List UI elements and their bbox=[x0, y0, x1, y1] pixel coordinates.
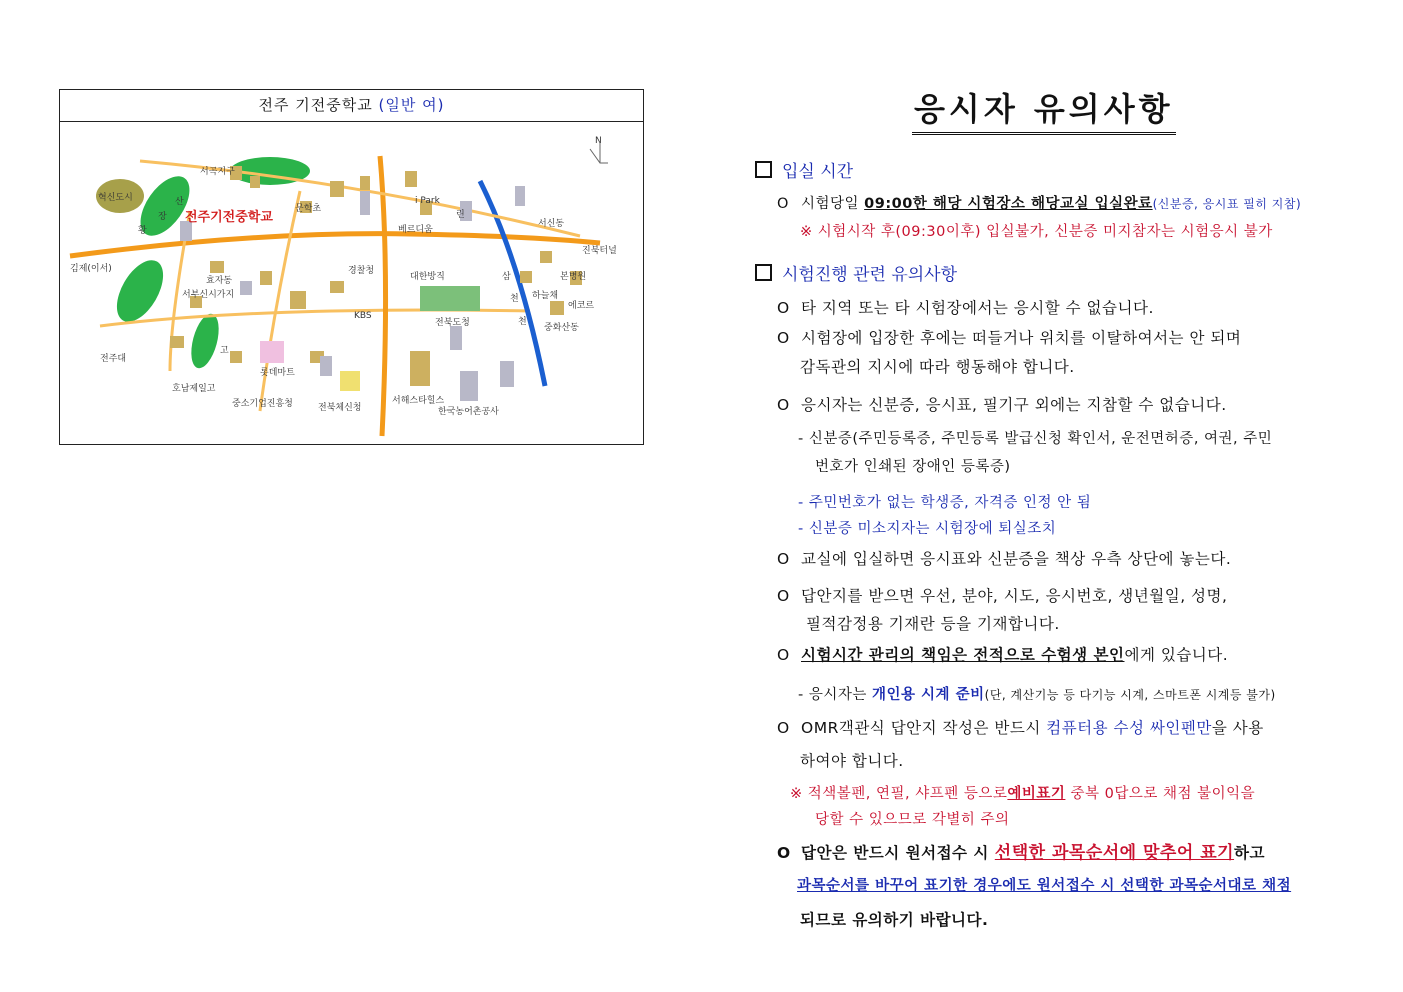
label-hyeoksin: 혁신도시 bbox=[98, 193, 133, 203]
line-6b: 번호가 인쇄된 장애인 등록증) bbox=[815, 459, 1011, 475]
line-12: - 응시자는 개인용 시계 준비(단, 계산기능 등 다기능 시계, 스마트폰 시계등 불가) bbox=[798, 687, 1276, 703]
label-green-b: 산 bbox=[175, 197, 184, 207]
label-school: 전주기전중학교 bbox=[185, 210, 273, 225]
label-ecore: 에코르 bbox=[568, 301, 595, 311]
label-seobu: 서부신시가지 bbox=[182, 290, 235, 300]
section-entry-time: 입실 시간 bbox=[755, 157, 853, 182]
label-daehan: 대한방직 bbox=[410, 272, 445, 282]
label-seosin: 서신동 bbox=[538, 219, 565, 229]
label-gyeongchal: 경찰청 bbox=[348, 266, 375, 276]
dochung-building bbox=[420, 286, 480, 311]
green-area-4 bbox=[186, 311, 224, 371]
label-river-c: 린 bbox=[456, 210, 465, 220]
line-4b: 감독관의 지시에 따라 행동해야 합니다. bbox=[800, 358, 1075, 376]
line-4: O 시험장에 입장한 후에는 떠들거나 위치를 이탈하여서는 안 되며 bbox=[777, 329, 1242, 347]
north-label: N bbox=[595, 136, 602, 146]
label-dochung: 전북도청 bbox=[435, 318, 470, 328]
map-illustration bbox=[60, 121, 643, 444]
line-8: - 신분증 미소지자는 시험장에 퇴실조치 bbox=[798, 521, 1057, 537]
label-gimje: 김제(이서) bbox=[70, 264, 112, 274]
smba-building bbox=[340, 371, 360, 391]
section-exam-progress: 시험진행 관련 유의사항 bbox=[755, 260, 957, 285]
label-honam: 호남제일고 bbox=[172, 384, 216, 394]
label-hyoja: 효자동 bbox=[206, 276, 233, 286]
label-green-a: 장 bbox=[158, 212, 167, 222]
checkbox-square-icon bbox=[755, 161, 772, 178]
line-9: O 교실에 입실하면 응시표와 신분증을 책상 우측 상단에 놓는다. bbox=[777, 550, 1232, 568]
label-bellodium: 베르디움 bbox=[398, 225, 433, 235]
line-10: O 답안지를 받으면 우선, 분야, 시도, 응시번호, 생년월일, 성명, bbox=[777, 587, 1228, 605]
label-stream-b: 천 bbox=[510, 294, 519, 304]
map-title-sub: (일반 여) bbox=[378, 96, 445, 114]
label-seohae: 서해스타힐스 bbox=[392, 396, 445, 406]
road-main bbox=[70, 234, 600, 256]
label-kbs: KBS bbox=[354, 311, 372, 321]
label-bonbyeongwon: 본병원 bbox=[560, 272, 587, 282]
map-title-main: 전주 기전중학교 bbox=[258, 96, 373, 114]
label-junghwasan: 중화산동 bbox=[544, 323, 579, 333]
line-6: - 신분증(주민등록증, 주민등록 발급신청 확인서, 운전면허증, 여권, 주민 bbox=[798, 431, 1273, 447]
line-16: 과목순서를 바꾸어 표기한 경우에도 원서접수 시 선택한 과목순서대로 채점 bbox=[797, 878, 1292, 894]
label-lotte: 롯데마트 bbox=[260, 368, 295, 378]
label-munhakcho: 문학초 bbox=[295, 204, 322, 214]
line-10b: 필적감정용 기재란 등을 기재합니다. bbox=[806, 615, 1060, 633]
green-area-3 bbox=[107, 253, 172, 330]
label-stream-c: 천 bbox=[518, 317, 527, 327]
label-seogok: 서곡지구 bbox=[200, 167, 235, 177]
label-go: 고 bbox=[220, 346, 229, 356]
label-green-c: 황 bbox=[138, 226, 147, 236]
label-stream-a: 삼 bbox=[502, 272, 511, 282]
label-chesin: 전북체신청 bbox=[318, 403, 362, 413]
label-jinbuk: 진북터널 bbox=[582, 246, 617, 256]
page-title: 응시자 유의사항 bbox=[912, 84, 1176, 135]
label-hannong: 한국농어촌공사 bbox=[438, 407, 499, 417]
map-title bbox=[60, 90, 643, 122]
line-13d: 하여야 합니다. bbox=[800, 752, 904, 770]
road-3 bbox=[380, 156, 386, 436]
north-arrow-icon bbox=[590, 143, 608, 163]
line-14: ※ 적색볼펜, 연필, 샤프펜 등으로예비표기 중복 0답으로 채점 불이익을 bbox=[790, 786, 1256, 802]
line-15: O 답안은 반드시 원서접수 시 선택한 과목순서에 맞추어 표기하고 bbox=[777, 843, 1265, 863]
stream bbox=[480, 181, 545, 386]
label-haneulche: 하늘채 bbox=[532, 291, 559, 301]
line-17: 되므로 유의하기 바랍니다. bbox=[800, 911, 989, 929]
line-3: O 타 지역 또는 타 시험장에서는 응시할 수 없습니다. bbox=[777, 299, 1154, 317]
checkbox-square-icon bbox=[755, 264, 772, 281]
label-smba: 중소기업진흥청 bbox=[232, 399, 293, 409]
line-2: ※ 시험시작 후(09:30이후) 입실불가, 신분증 미지참자는 시험응시 불가 bbox=[800, 224, 1273, 240]
line-7: - 주민번호가 없는 학생증, 자격증 인정 안 됨 bbox=[798, 495, 1092, 511]
line-5: O 응시자는 신분증, 응시표, 필기구 외에는 지참할 수 없습니다. bbox=[777, 396, 1227, 414]
location-map bbox=[59, 89, 644, 445]
line-11: O 시험시간 관리의 책임은 전적으로 수험생 본인에게 있습니다. bbox=[777, 646, 1229, 664]
line-1: O 시험당일 09:00한 해당 시험장소 해당교실 입실완료(신분증, 응시표 필히 지참) bbox=[777, 196, 1302, 212]
line-14d: 당할 수 있으므로 각별히 주의 bbox=[815, 812, 1010, 828]
label-ipark: i Park bbox=[415, 196, 440, 206]
label-jeonjudae: 전주대 bbox=[100, 354, 127, 364]
line-13: O OMR객관식 답안지 작성은 반드시 컴퓨터용 수성 싸인펜만을 사용 bbox=[777, 719, 1264, 737]
lotte-building bbox=[260, 341, 284, 363]
